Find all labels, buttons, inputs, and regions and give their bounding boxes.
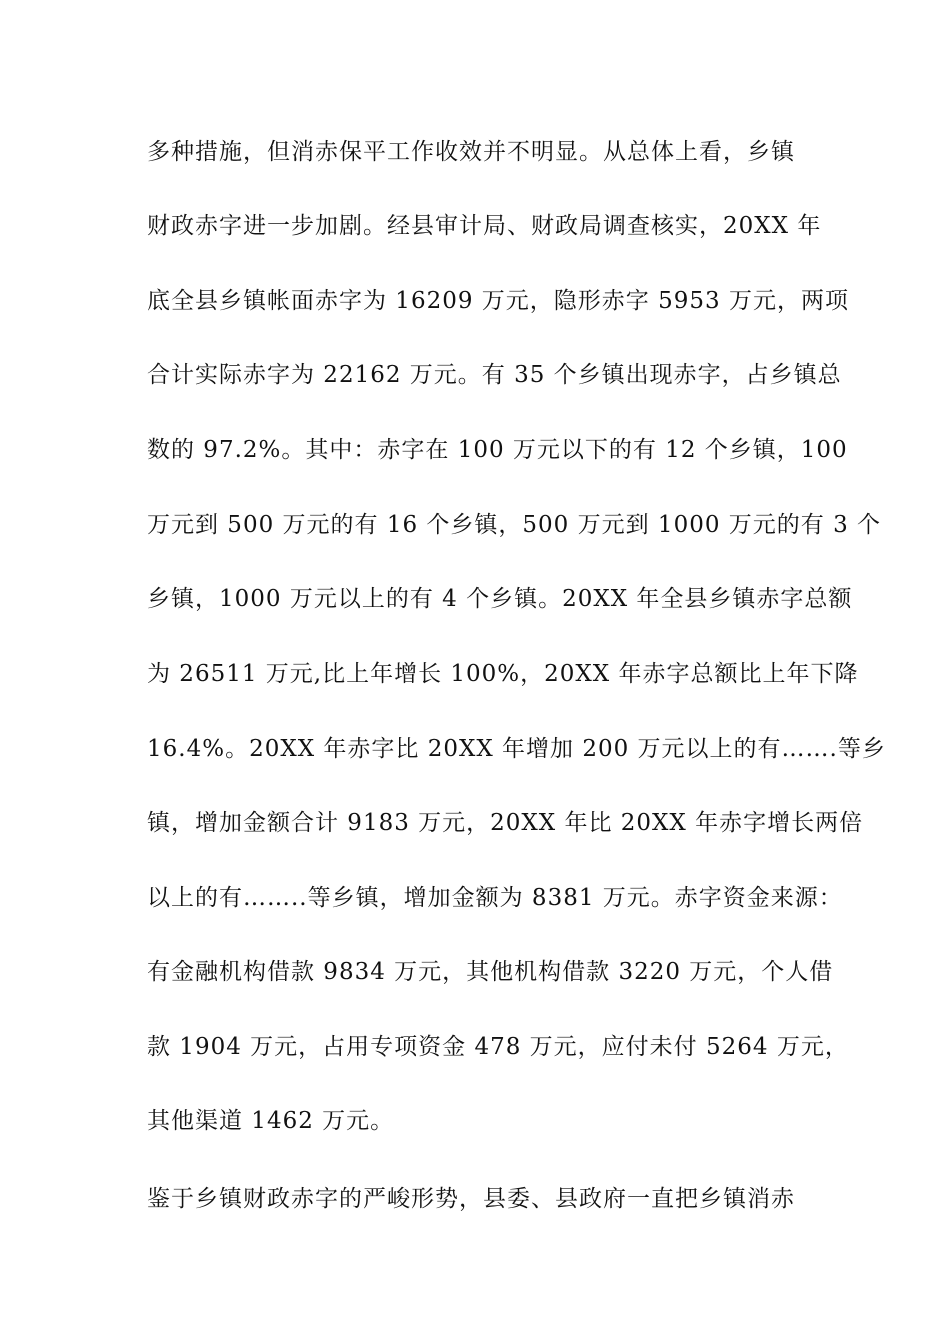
text-line: 乡镇，1000 万元以上的有 4 个乡镇。20XX 年全县乡镇赤字总额 <box>147 586 853 612</box>
text-line: 财政赤字进一步加剧。经县审计局、财政局调查核实，20XX 年 <box>147 213 822 239</box>
text-line: 以上的有……..等乡镇，增加金额为 8381 万元。赤字资金来源： <box>147 885 843 911</box>
text-line: 镇，增加金额合计 9183 万元，20XX 年比 20XX 年赤字增长两倍 <box>147 810 864 836</box>
text-line: 鉴于乡镇财政赤字的严峻形势，县委、县政府一直把乡镇消赤 <box>147 1186 795 1212</box>
text-line: 其他渠道 1462 万元。 <box>147 1108 395 1134</box>
text-line: 底全县乡镇帐面赤字为 16209 万元，隐形赤字 5953 万元，两项 <box>147 288 849 314</box>
text-line: 为 26511 万元,比上年增长 100%，20XX 年赤字总额比上年下降 <box>147 661 859 687</box>
text-line: 万元到 500 万元的有 16 个乡镇，500 万元到 1000 万元的有 3 个 <box>147 512 882 538</box>
text-line: 数的 97.2%。其中：赤字在 100 万元以下的有 12 个乡镇，100 <box>147 437 848 463</box>
text-line: 有金融机构借款 9834 万元，其他机构借款 3220 万元，个人借 <box>147 959 834 985</box>
text-line: 16.4%。20XX 年赤字比 20XX 年增加 200 万元以上的有…….等乡 <box>147 736 886 762</box>
text-line: 多种措施，但消赤保平工作收效并不明显。从总体上看，乡镇 <box>147 139 795 165</box>
text-line: 合计实际赤字为 22162 万元。有 35 个乡镇出现赤字，占乡镇总 <box>147 362 842 388</box>
text-line: 款 1904 万元，占用专项资金 478 万元，应付未付 5264 万元， <box>147 1034 849 1060</box>
